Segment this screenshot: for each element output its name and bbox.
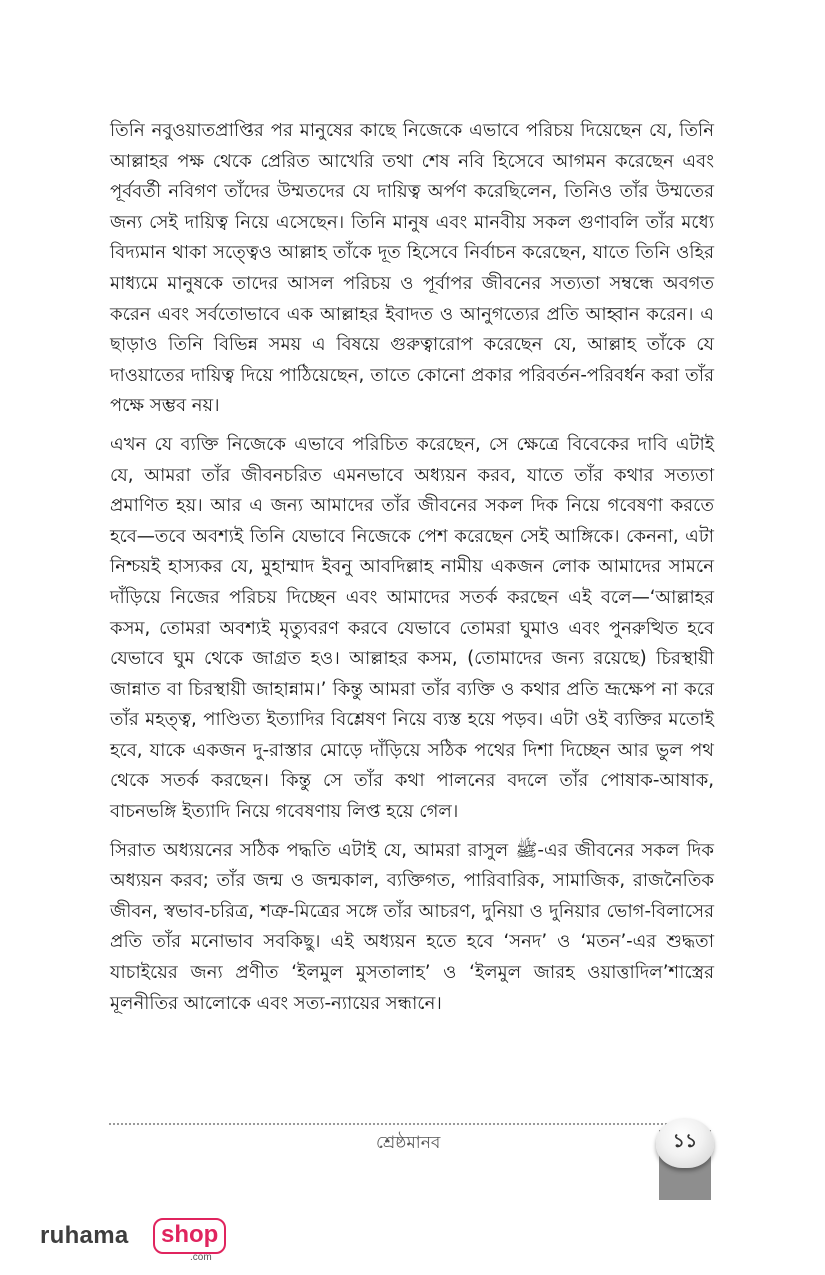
paragraph-2: এখন যে ব্যক্তি নিজেকে এভাবে পরিচিত করেছেন, সে ক্ষেত্রে বিবেকের দাবি এটাই যে, আমরা তাঁর জীবনচরিত এমনভাবে অধ্যয়ন করব, যাতে তাঁর কথার সত্যতা প্রমাণিত হয়। আর এ জন্য আমাদের তাঁর জীবনের সকল দিক নিয়ে গবেষণা করতে হবে—তবে অবশ্যই তিনি যেভাবে নিজেকে পেশ করেছেন সেই আঙ্গিকে। কেননা, এটা নিশ্চয়ই হাস্যকর যে, মুহাম্মাদ ইবনু আবদিল্লাহ নামীয় একজন লোক আমাদের সামনে দাঁড়িয়ে নিজের পরিচয় দিচ্ছেন এবং আমাদের সতর্ক করছেন এই বলে—‘আল্লাহর কসম, তোমরা অবশ্যই মৃত্যুবরণ করবে যেভাবে তোমরা ঘুমাও এবং পুনরুত্থিত হবে যেভাবে ঘুম থেকে জাগ্রত হও। আল্লাহর কসম, (তোমাদের জন্য রয়েছে) চিরস্থায়ী জান্নাত বা চিরস্থায়ী জাহান্নাম।’ কিন্তু আমরা তাঁর ব্যক্তি ও কথার প্রতি ভ্রূক্ষেপ না করে তাঁর মহত্ত্ব, পাণ্ডিত্য ইত্যাদির বিশ্লেষণ নিয়ে ব্যস্ত হয়ে পড়ব। এটা ওই ব্যক্তির মতোই হবে, যাকে একজন দু-রাস্তার মোড়ে দাঁড়িয়ে সঠিক পথের দিশা দিচ্ছেন আর ভুল পথ থেকে সতর্ক করছেন। কিন্তু সে তাঁর কথা পালনের বদলে তাঁর পোষাক-আষাক, বাচনভঙ্গি ইত্যাদি নিয়ে গবেষণায় লিপ্ত হয়ে গেল। (110, 433, 714, 823)
logo-domain-text: .com (190, 1252, 212, 1263)
logo-brand-text: ruhama (40, 1222, 129, 1249)
paragraph-3: সিরাত অধ্যয়নের সঠিক পদ্ধতি এটাই যে, আমরা রাসুল ﷺ-এর জীবনের সকল দিক অধ্যয়ন করব; তাঁর জন্ম ও জন্মকাল, ব্যক্তিগত, পারিবারিক, সামাজিক, রাজনৈতিক জীবন, স্বভাব-চরিত্র, শত্রু-মিত্রের সঙ্গে তাঁর আচরণ, দুনিয়া ও দুনিয়ার ভোগ-বিলাসের প্রতি তাঁর মনোভাব সবকিছু। এই অধ্যয়ন হতে হবে ‘সনদ’ ও ‘মতন’-এর শুদ্ধতা যাচাইয়ের জন্য প্রণীত ‘ইলমুল মুসতালাহ’ ও ‘ইলমুল জারহ ওয়াত্তাদিল’শাস্ত্রের মূলনীতির আলোকে এবং সত্য-ন্যায়ের সন্ধানে। (110, 839, 714, 1014)
page-number: ১১ (672, 1130, 698, 1152)
ruhamashop-logo (40, 1214, 240, 1264)
page-number-badge (656, 1118, 714, 1168)
logo-shop-badge: shop (153, 1218, 226, 1254)
footer-divider (108, 1121, 683, 1127)
body-text (110, 116, 714, 1027)
paragraph-1: তিনি নবুওয়াতপ্রাপ্তির পর মানুষের কাছে নিজেকে এভাবে পরিচয় দিয়েছেন যে, তিনি আল্লাহর পক্ষ থেকে প্রেরিত আখেরি তথা শেষ নবি হিসেবে আগমন করেছেন এবং পূর্ববর্তী নবিগণ তাঁদের উম্মতদের যে দায়িত্ব অর্পণ করেছিলেন, তিনিও তাঁর উম্মতের জন্য সেই দায়িত্ব নিয়ে এসেছেন। তিনি মানুষ এবং মানবীয় সকল গুণাবলি তাঁর মধ্যে বিদ্যমান থাকা সত্ত্বেও আল্লাহ তাঁকে দূত হিসেবে নির্বাচন করেছেন, যাতে তিনি ওহির মাধ্যমে মানুষকে তাদের আসল পরিচয় ও পূর্বাপর জীবনের সত্যতা সম্বন্ধে অবগত করেন এবং সর্বতোভাবে এক আল্লাহর ইবাদত ও আনুগত্যের প্রতি আহ্বান করেন। এ ছাড়াও তিনি বিভিন্ন সময় এ বিষয়ে গুরুত্বারোপ করেছেন যে, আল্লাহ তাঁকে যে দাওয়াতের দায়িত্ব দিয়ে পাঠিয়েছেন, তাতে কোনো প্রকার পরিবর্তন-পরিবর্ধন করা তাঁর পক্ষে সম্ভব নয়। (110, 120, 714, 417)
running-footer-title: শ্রেষ্ঠমানব (376, 1133, 441, 1153)
